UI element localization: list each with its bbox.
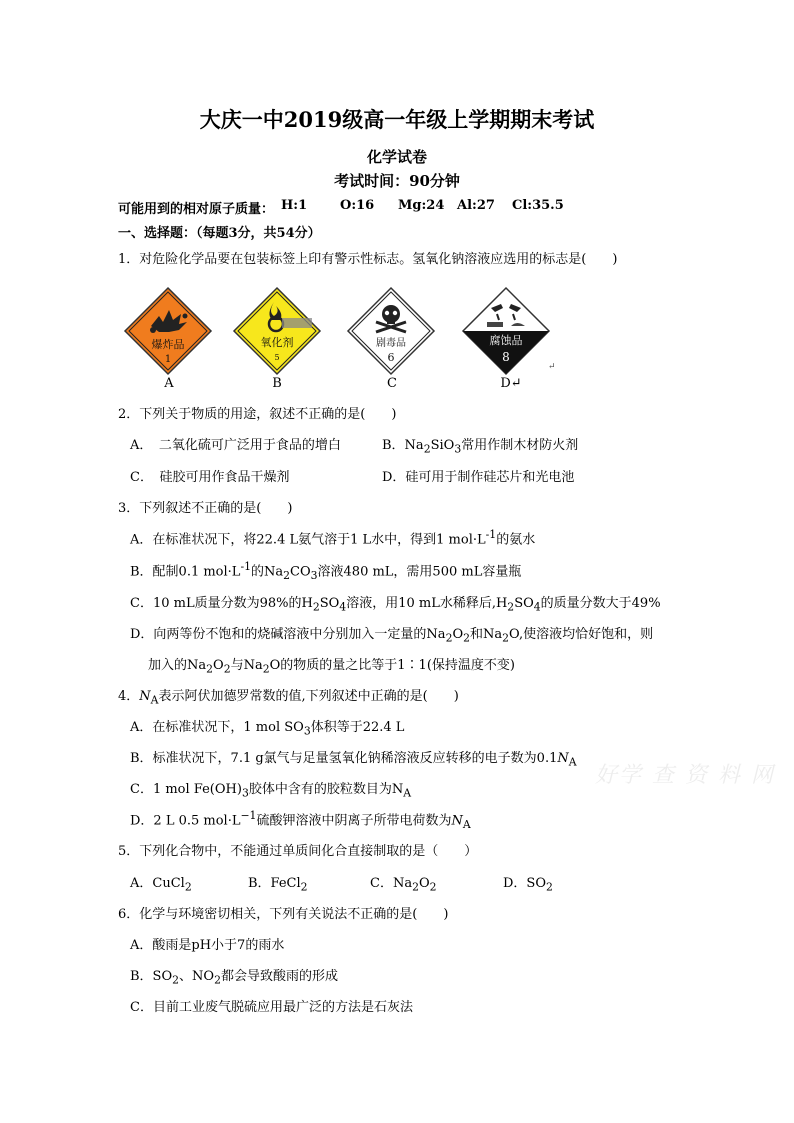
q2-option-a: A． 二氧化硫可广泛用于食品的增白: [130, 438, 341, 453]
q5-stem: 5．下列化合物中，不能通过单质间化合直接制取的是（ ）: [118, 844, 478, 859]
q2-option-c: C． 硅胶可用作食品干燥剂: [130, 470, 290, 485]
sign-b-label: 氧化剂: [260, 336, 294, 349]
q4-option-d: D．2 L 0.5 $mol\cdot L^{-1}$硫酸钾溶液中阴离子所带电荷数为$N_A$: [130, 809, 471, 831]
exam-time: 考试时间：90分钟: [334, 172, 460, 190]
sign-b-number: 5: [274, 353, 280, 362]
subject-title: 化学试卷: [366, 148, 427, 166]
q4-option-b: B．标准状况下，7.1 g氯气与足量氢氧化钠稀溶液反应转移的电子数为$0.1N_A$: [130, 751, 577, 769]
mass-o: O:16: [340, 198, 375, 213]
mass-al: Al:27: [457, 198, 495, 213]
q6-option-b: B．$SO_2$、$NO_2$都会导致酸雨的形成: [130, 969, 338, 987]
q5-option-a: A．CuCl$_2$: [130, 876, 192, 894]
return-mark: ↵: [548, 362, 556, 372]
option-c-label: C: [387, 376, 397, 391]
explosive-sign-icon: [123, 286, 213, 376]
atomic-mass-label: 可能用到的相对原子质量：: [118, 202, 275, 217]
q2-stem: 2．下列关于物质的用途，叙述不正确的是( ): [118, 407, 397, 422]
q4-option-a: A．在标准状况下，1 mol $SO_3$体积等于22.4 L: [130, 720, 405, 738]
q3-stem: 3．下列叙述不正确的是( ): [118, 501, 293, 516]
sign-c-label: 剧毒品: [376, 338, 406, 349]
option-a-label: A: [164, 376, 174, 391]
option-b-label: B: [272, 376, 282, 391]
sign-a-number: 1: [164, 354, 172, 365]
q5-option-b: B．FeCl$_2$: [248, 876, 308, 894]
section-heading: 一、选择题：（每题3分，共54分）: [118, 226, 321, 241]
q5-option-c: C．$Na_2O_2$: [370, 876, 437, 894]
mass-mg: Mg:24: [398, 198, 445, 213]
q2-option-d: D．硅可用于制作硅芯片和光电池: [382, 470, 575, 485]
toxic-sign-icon: [346, 286, 436, 376]
q3-option-d-line1: D．向两等份不饱和的烧碱溶液中分别加入一定量的$Na_2O_2$和$Na_2O$,使溶液均恰好饱和，则: [130, 627, 654, 645]
q3-option-b: B．配制0.1 $mol\cdot L^{-1}$的$Na_2CO_3$溶液480 mL，需用500 mL容量瓶: [130, 560, 522, 582]
mass-cl: Cl:35.5: [512, 198, 564, 213]
q6-stem: 6．化学与环境密切相关，下列有关说法不正确的是( ): [118, 907, 449, 922]
watermark: 好学 查 资 料 网: [595, 763, 775, 788]
q6-option-c: C．目前工业废气脱硫应用最广泛的方法是石灰法: [130, 1000, 413, 1015]
q4-stem: 4．$N_A$表示阿伏加德罗常数的值,下列叙述中正确的是( ): [118, 689, 459, 707]
sign-d-label: 腐蚀品: [489, 334, 523, 347]
sign-a-label: 爆炸品: [151, 338, 185, 351]
option-d-label: D↵: [500, 376, 522, 391]
sign-d-number: 8: [502, 350, 510, 364]
exam-title: 大庆一中2019级高一年级上学期期末考试: [199, 107, 595, 132]
q3-option-c: C．10 mL质量分数为98%的$H_2SO_4$溶液，用10 mL水稀释后$,H_2SO_4$的质量分数大于49%: [130, 596, 661, 614]
q6-option-a: A．酸雨是pH小于7的雨水: [130, 938, 285, 953]
oxidizer-sign-icon: [232, 286, 322, 376]
corrosive-sign-icon: [461, 286, 551, 376]
q4-option-c: C．1 mol $Fe(OH)_3$胶体中含有的胶粒数目为$N_A$: [130, 782, 412, 800]
q3-option-d-line2: 加入的$Na_2O_2$与$Na_2O$的物质的量之比等于1∶1(保持温度不变): [148, 658, 515, 676]
sign-c-number: 6: [387, 351, 395, 364]
q2-option-b: B．$Na_2SiO_3$常用作制木材防火剂: [382, 438, 579, 456]
q1-stem: 1．对危险化学品要在包装标签上印有警示性标志。氢氧化钠溶液应选用的标志是( ): [118, 252, 618, 267]
mass-h: H:1: [281, 198, 308, 213]
q3-option-a: A．在标准状况下，将22.4 L氨气溶于1 L水中，得到1 $mol\cdot L^{-1}$的氨水: [130, 528, 536, 548]
q5-option-d: D．$SO_2$: [503, 876, 553, 894]
